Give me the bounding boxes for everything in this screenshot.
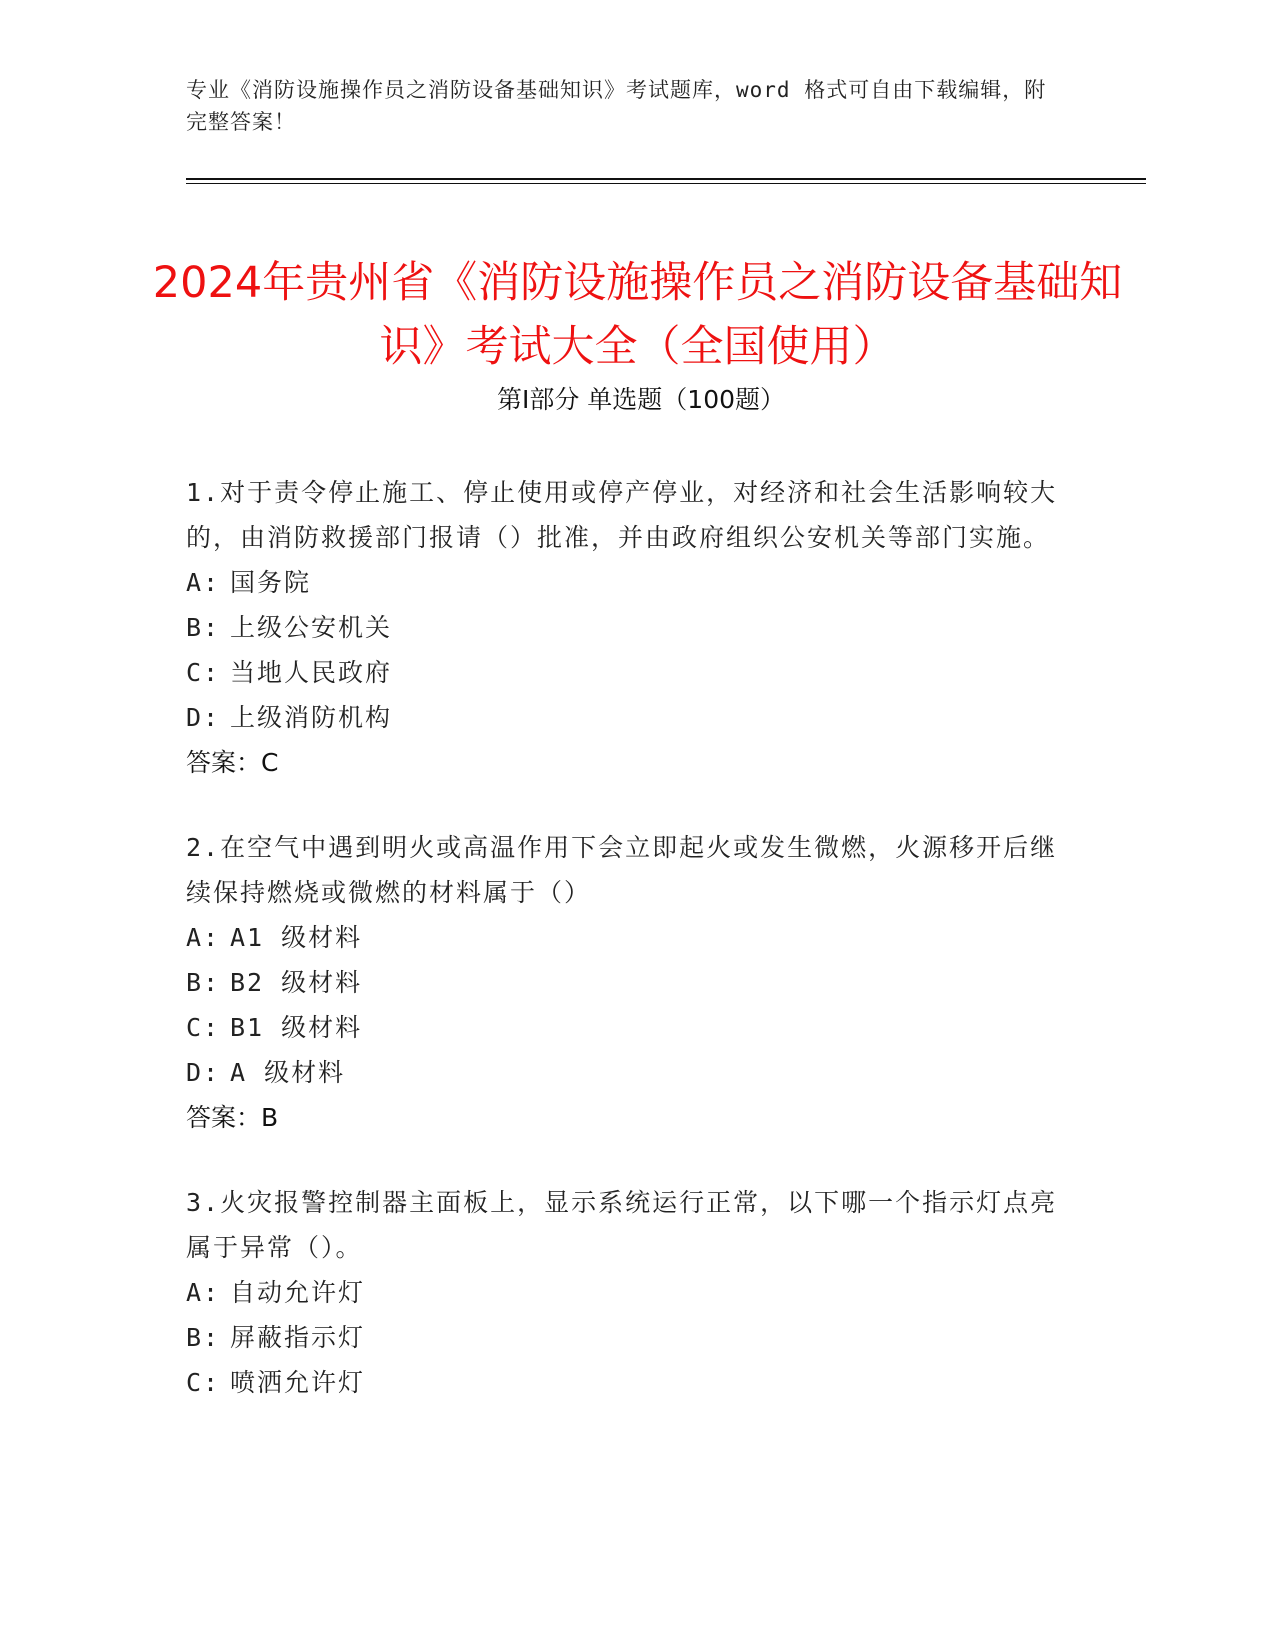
question-text: 1.对于责令停止施工、停止使用或停产停业，对经济和社会生活影响较大的，由消防救援部门报请（）批准，并由政府组织公安机关等部门实施。 (186, 478, 1058, 552)
option-text: 上级消防机构 (230, 703, 393, 732)
section-title: 第Ⅰ部分 单选题（100题） (496, 385, 786, 414)
option-c (186, 650, 1066, 695)
option-text: A 级材料 (230, 1058, 346, 1087)
option-a (186, 1270, 1066, 1315)
option-text: A1 级材料 (230, 923, 363, 952)
option-key: C: (186, 1013, 221, 1042)
option-key: C: (186, 658, 221, 687)
option-text: 屏蔽指示灯 (230, 1323, 366, 1352)
option-key: A: (186, 1278, 221, 1307)
option-key: B: (186, 968, 221, 997)
header-divider (186, 178, 1146, 180)
option-text: 上级公安机关 (230, 613, 393, 642)
answer-line: 答案：C (186, 748, 279, 777)
option-c (186, 1005, 1066, 1050)
option-key: C: (186, 1368, 221, 1397)
option-b (186, 960, 1066, 1005)
option-text: 喷洒允许灯 (230, 1368, 366, 1397)
option-text: 国务院 (230, 568, 312, 597)
option-a (186, 560, 1066, 605)
question-text: 2.在空气中遇到明火或高温作用下会立即起火或发生微燃，火源移开后继续保持燃烧或微燃的材料属于（） (186, 833, 1058, 907)
question-item (186, 1180, 1066, 1405)
option-key: A: (186, 568, 221, 597)
header-note: 专业《消防设施操作员之消防设备基础知识》考试题库，word 格式可自由下载编辑，附完整答案！ (186, 78, 1047, 134)
option-text: 当地人民政府 (230, 658, 393, 687)
option-key: D: (186, 703, 221, 732)
option-b (186, 1315, 1066, 1360)
option-text: B1 级材料 (230, 1013, 363, 1042)
document-title: 2024年贵州省《消防设施操作员之消防设备基础知识》考试大全（全国使用） (152, 257, 1123, 372)
option-key: A: (186, 923, 221, 952)
option-d (186, 1050, 1066, 1095)
question-item (186, 470, 1066, 785)
option-b (186, 605, 1066, 650)
option-d (186, 695, 1066, 740)
option-a (186, 915, 1066, 960)
answer-line: 答案：B (186, 1103, 279, 1132)
option-text: 自动允许灯 (230, 1278, 366, 1307)
question-text: 3.火灾报警控制器主面板上，显示系统运行正常，以下哪一个指示灯点亮属于异常（）。 (186, 1188, 1058, 1262)
option-key: D: (186, 1058, 221, 1087)
header-divider-thin (186, 183, 1146, 184)
option-c (186, 1360, 1066, 1405)
option-text: B2 级材料 (230, 968, 363, 997)
option-key: B: (186, 1323, 221, 1352)
option-key: B: (186, 613, 221, 642)
question-list (186, 470, 1066, 1445)
question-item (186, 825, 1066, 1140)
